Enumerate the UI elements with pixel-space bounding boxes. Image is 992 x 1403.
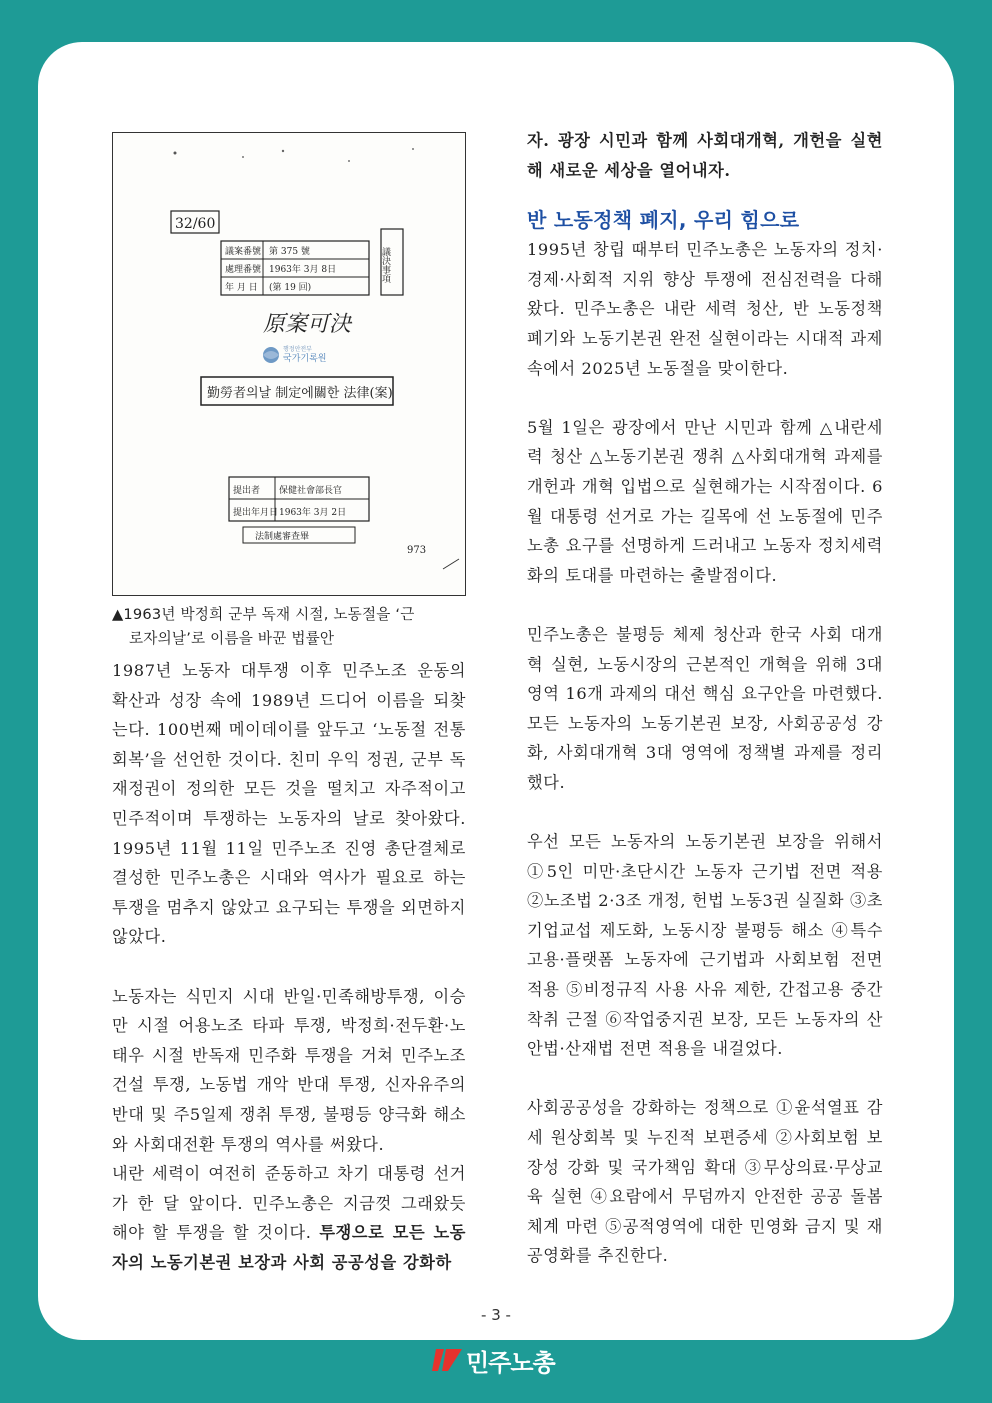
paragraph: 사회공공성을 강화하는 정책으로 ①윤석열표 감세 원상회복 및 누진적 보편증세 ②사회보험 보장성 강화 및 국가책임 확대 ③무상의료·무상교육 실현 ④요람에서 무덤까지 안전한 공공 돌봄체계 마련 ⑤공적영역에 대한 민영화 금지 및 재공영화를 추진한다. [527,1098,883,1266]
paragraph-text: 내란 세력이 여전히 준동하고 차기 대통령 선거가 한 달 앞이다. 민주노총은 지금껏 그래왔듯 해야 할 투쟁을 할 것이다. [112,1164,466,1243]
submit-date-value: 1963年 3月 2日 [279,508,347,518]
paragraph [112,1159,466,1277]
paragraph-bold-text: 투쟁으로 모든 노동자의 노동기본권 보장과 사회 공공성을 강화하 [112,1223,466,1272]
right-column [527,126,883,1271]
table-row-value: (第 19 回) [269,283,312,293]
left-column [112,656,466,1277]
page-number: - 3 - [481,1306,511,1324]
paragraph: 1987년 노동자 대투쟁 이후 민주노조 운동의 확산과 성장 속에 1989년 드디어 이름을 되찾는다. 100번째 메이데이를 앞두고 ‘노동절 전통 회복’을 선언한 것이다. 친미 우익 정권, 군부 독재정권이 정의한 모든 것을 떨치고 자주적이고 민주적이며 투쟁하는 노동자의 날로 찾아왔다. 1995년 11월 11일 민주노조 진영 총단결체로 결성한 민주노총은 시대와 역사가 필요로 하는 투쟁을 멈추지 않았고 요구되는 투쟁을 외면하지 않았다. [112,661,466,947]
paragraph: 우선 모든 노동자의 노동기본권 보장을 위해서 ①5인 미만·초단시간 노동자 근기법 전면 적용 ②노조법 2·3조 개정, 헌법 노동3권 실질화 ③초기업교섭 제도화, 노동시장 불평등 해소 ④특수고용·플랫폼 노동자에 근기법과 사회보험 전면 적용 ⑤비정규직 사용 사유 제한, 간접고용 중간착취 근절 ⑥작업중지권 보장, 모든 노동자의 산안법·산재법 전면 적용을 내걸었다. [527,832,883,1059]
handwritten-approval: 原案可決 [263,312,352,337]
document-title: 勤勞者의날 制定에關한 法律(案) [207,386,393,401]
table-row-label: 年 月 日 [225,283,258,293]
footer-logo [432,1345,555,1375]
side-label: 議決事項 [380,247,390,283]
caption-line-2: 로자의날’로 이름을 바꾼 법률안 [129,630,335,647]
table-row-label: 處理番號 [225,265,262,275]
archival-document-photo [112,132,466,596]
footer-row: 法制處審查畢 [255,532,310,542]
paragraph: 민주노총은 불평등 체제 청산과 한국 사회 대개혁 실현, 노동시장의 근본적인 개혁을 위해 3대 영역 16개 과제의 대선 핵심 요구안을 마련했다. 모든 노동자의 노동기본권 보장, 사회공공성 강화, 사회대개혁 3대 영역에 정책별 과제를 정리했다. [527,624,883,792]
table-row-label: 議案番號 [225,247,262,257]
paragraph: 5월 1일은 광장에서 만난 시민과 함께 △내란세력 청산 △노동기본권 쟁취 △사회대개혁 과제를 개헌과 개혁 입법으로 실현해가는 시작점이다. 6월 대통령 선거로 가는 길목에 선 노동절에 민주노총 요구를 선명하게 드러내고 노동자 정치세력화의 토대를 마련하는 출발점이다. [527,417,883,585]
kctu-logo-icon [432,1347,462,1373]
paragraph: 노동자는 식민지 시대 반일·민족해방투쟁, 이승만 시절 어용노조 타파 투쟁, 박정희·전두환·노태우 시절 반독재 민주화 투쟁을 거쳐 민주노조 건설 투쟁, 노동법 개악 반대 투쟁, 신자유주의 반대 및 주5일제 쟁취 투쟁, 불평등 양극화 해소와 사회대전환 투쟁의 역사를 써왔다. [112,986,466,1154]
paragraph-bold-continuation: 자. 광장 시민과 함께 사회대개혁, 개헌을 실현해 새로운 세상을 열어내자. [527,131,883,180]
page-mark: 973 [407,545,427,556]
table-row-value: 1963年 3月 8日 [269,265,337,275]
submitter-label: 提出者 [233,486,261,496]
section-heading: 반 노동정책 폐지, 우리 힘으로 [527,208,800,233]
stamp-number: 32/60 [175,216,216,232]
table-row-value: 第 375 號 [269,247,310,257]
caption-line-1: ▲1963년 박정희 군부 독재 시절, 노동절을 ‘근 [112,606,415,623]
submit-date-label: 提出年月日 [233,508,279,518]
footer-logo-text: 민주노총 [466,1348,555,1377]
document-scan-image [113,133,465,595]
paragraph: 1995년 창립 때부터 민주노총은 노동자의 정치·경제·사회적 지위 향상 투쟁에 전심전력을 다해 왔다. 민주노총은 내란 세력 청산, 반 노동정책 폐기와 노동기본권 완전 실현이라는 시대적 과제 속에서 2025년 노동절을 맞이한다. [527,240,883,378]
submitter-value: 保健社會部長官 [279,486,343,496]
photo-caption [112,603,468,651]
archive-name: 국가기록원 [283,354,327,364]
archive-sub: 행정안전부 [283,346,312,353]
